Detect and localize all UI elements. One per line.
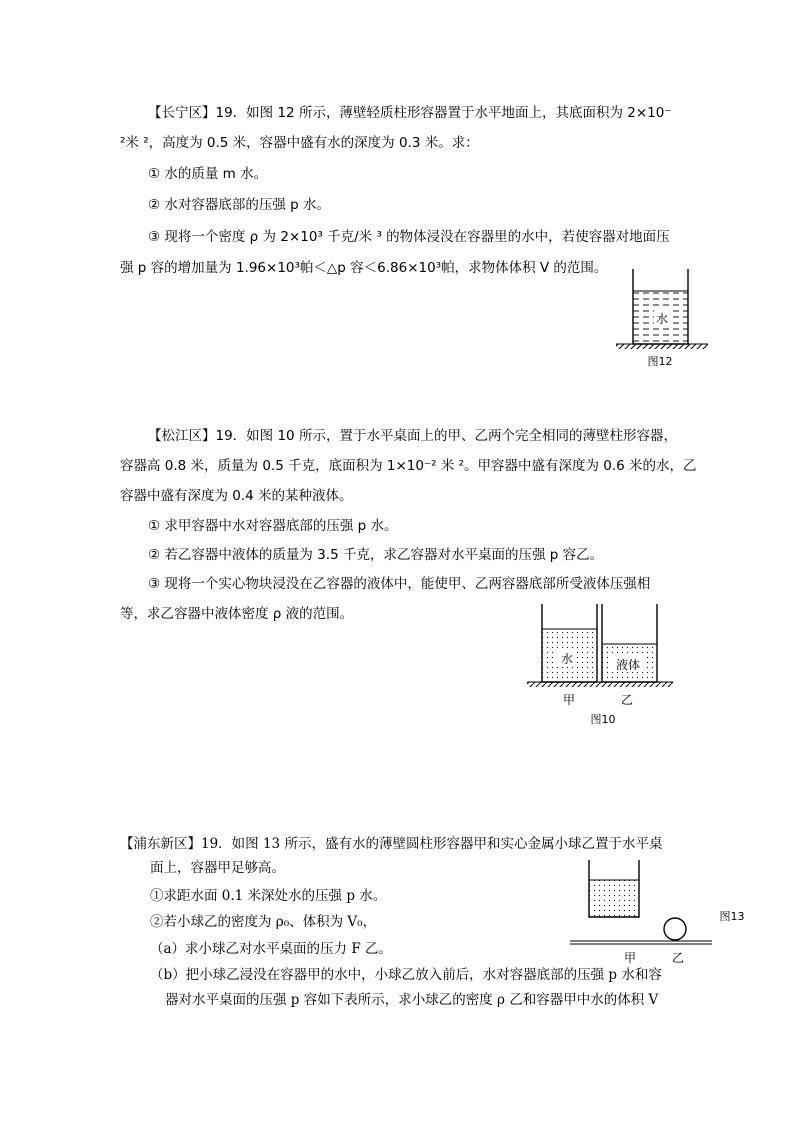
container-yi-name: 乙 (620, 693, 634, 707)
problem1-line-2: ²米 ²，高度为 0.5 米，容器中盛有水的深度为 0.3 米。求： (120, 135, 479, 151)
container-jia-label: 水 (560, 652, 574, 666)
container-yi-label: 液体 (615, 658, 641, 672)
figure-13 (562, 858, 762, 968)
figure-12-caption: 图12 (647, 355, 673, 368)
problem1-line-6: 强 p 容的增加量为 1.96×10³帕＜△p 容＜6.86×10³帕，求物体体积 V 的范围。 (120, 260, 608, 276)
problem1-line-3: ① 水的质量 m 水。 (148, 166, 268, 182)
figure-12 (612, 266, 712, 372)
problem1-line-5: ③ 现将一个密度 ρ 为 2×10³ 千克/米 ³ 的物体浸没在容器里的水中，若使容器对地面压 (148, 229, 670, 245)
ball-yi-name: 乙 (671, 951, 685, 965)
metal-ball-yi (664, 918, 686, 940)
problem2-line-2: 容器高 0.8 米，质量为 0.5 千克，底面积为 1×10⁻² 米 ²。甲容器中盛有深度为 0.6 米的水，乙 (120, 458, 697, 474)
figure-10 (515, 600, 680, 730)
problem3-line-1: 【浦东新区】19．如图 13 所示，盛有水的薄壁圆柱形容器甲和实心金属小球乙置于水平桌 (120, 836, 663, 852)
ground-hatch (616, 344, 708, 349)
problem1-line-4: ② 水对容器底部的压强 p 水。 (148, 197, 331, 213)
problem2-line-5: ② 若乙容器中液体的质量为 3.5 千克，求乙容器对水平桌面的压强 p 容乙。 (148, 547, 604, 563)
container-jia-name: 甲 (623, 951, 637, 965)
problem1-line-1: 【长宁区】19．如图 12 所示，薄壁轻质柱形容器置于水平地面上，其底面积为 2×10⁻ (148, 105, 672, 121)
problem2-line-1: 【松江区】19．如图 10 所示，置于水平桌面上的甲、乙两个完全相同的薄壁柱形容器， (148, 428, 677, 444)
problem2-line-3: 容器中盛有深度为 0.4 米的某种液体。 (120, 488, 353, 504)
table-hatch (527, 682, 673, 687)
problem2-line-6: ③ 现将一个实心物块浸没在乙容器的液体中，能使甲、乙两容器底部所受液体压强相 (148, 576, 651, 592)
problem3-line-3: ①求距水面 0.1 米深处水的压强 p 水。 (150, 888, 387, 904)
container-jia-water (589, 880, 639, 917)
problem3-line-4: ②若小球乙的密度为 ρ₀、体积为 V₀， (150, 914, 377, 930)
water-label: 水 (655, 312, 669, 326)
problem3-line-7: 器对水平桌面的压强 p 容如下表所示，求小球乙的密度 ρ 乙和容器甲中水的体积 V (165, 992, 659, 1008)
problem3-line-6: （b）把小球乙浸没在容器甲的水中，小球乙放入前后，水对容器底部的压强 p 水和容 (150, 967, 662, 983)
container-jia-name: 甲 (562, 693, 576, 707)
problem3-line-2: 面上，容器甲足够高。 (150, 860, 285, 876)
figure-13-caption: 图13 (719, 910, 745, 923)
problem2-line-4: ① 求甲容器中水对容器底部的压强 p 水。 (148, 518, 398, 534)
problem2-line-7: 等，求乙容器中液体密度 ρ 液的范围。 (120, 606, 354, 622)
figure-10-caption: 图10 (590, 713, 616, 726)
problem3-line-5: （a）求小球乙对水平桌面的压力 F 乙。 (150, 941, 392, 957)
